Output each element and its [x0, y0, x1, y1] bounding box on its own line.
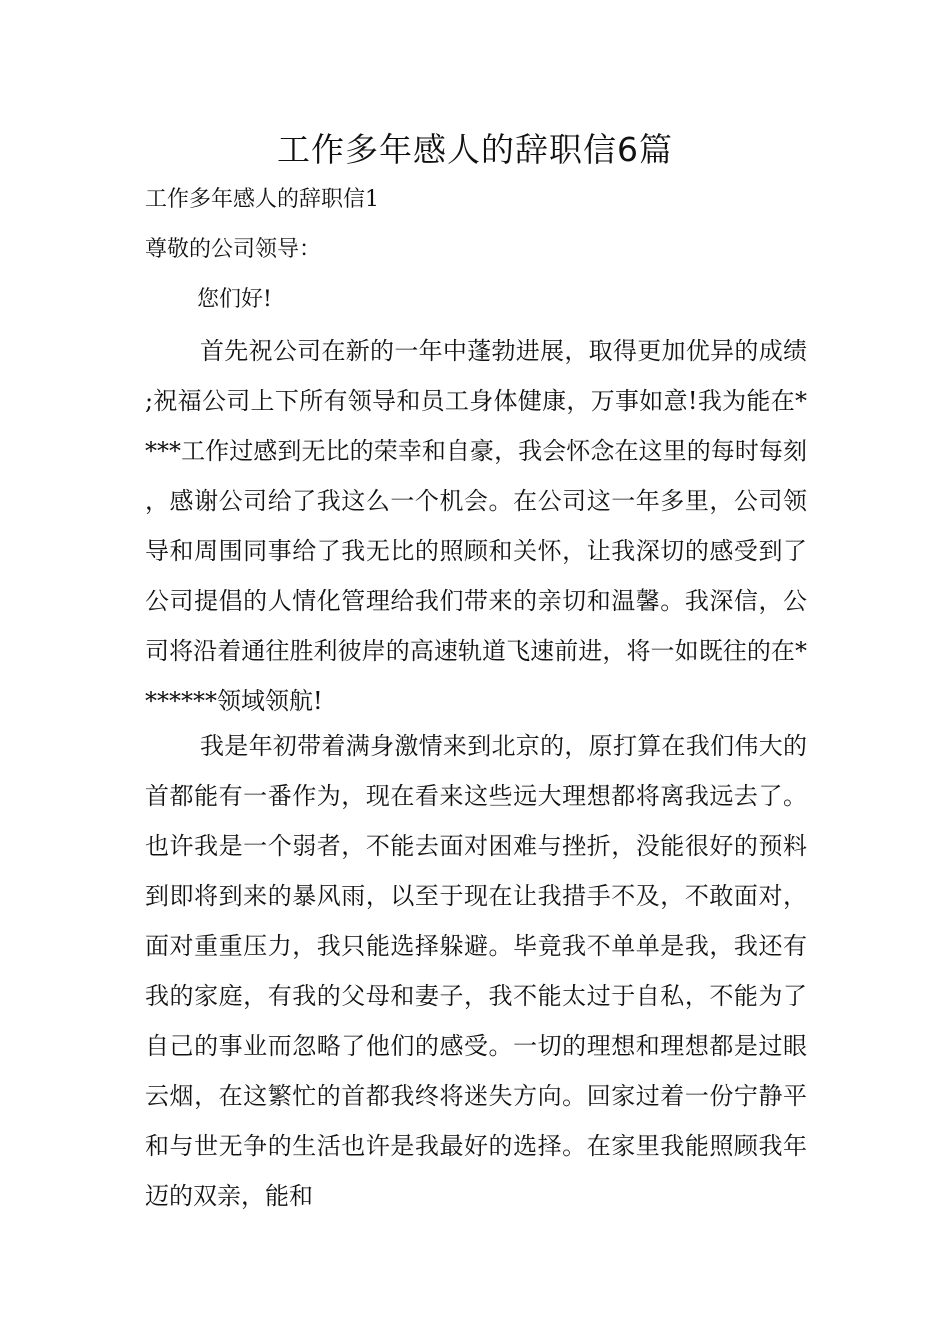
letter-heading: 工作多年感人的辞职信1	[145, 187, 379, 212]
document-title: 工作多年感人的辞职信6篇	[277, 130, 673, 169]
salutation: 尊敬的公司领导：	[145, 237, 322, 262]
body-paragraph: 首先祝公司在新的一年中蓬勃进展，取得更加优异的成绩;祝福公司上下所有领导和员工身体健康，万事如意!我为能在****工作过感到无比的荣幸和自豪，我会怀念在这里的每时每刻，感谢公司给了我这么一个机会。在公司这一年多里，公司领导和周围同事给了我无比的照顾和关怀，让我深切的感受到了公司提倡的人情化管理给我们带来的亲切和温馨。我深信，公司将沿着通往胜利彼岸的高速轨道飞速前进，将一如既往的在*******领域领航!	[145, 337, 807, 715]
greeting: 您们好!	[197, 287, 272, 312]
body-paragraph: 我是年初带着满身激情来到北京的，原打算在我们伟大的首都能有一番作为，现在看来这些远大理想都将离我远去了。也许我是一个弱者，不能去面对困难与挫折，没能很好的预料到即将到来的暴风雨，以至于现在让我措手不及，不敢面对，面对重重压力，我只能选择躲避。毕竟我不单单是我，我还有我的家庭，有我的父母和妻子，我不能太过于自私，不能为了自己的事业而忽略了他们的感受。一切的理想和理想都是过眼云烟，在这繁忙的首都我终将迷失方向。回家过着一份宁静平和与世无争的生活也许是我最好的选择。在家里我能照顾我年迈的双亲，能和	[145, 732, 807, 1210]
